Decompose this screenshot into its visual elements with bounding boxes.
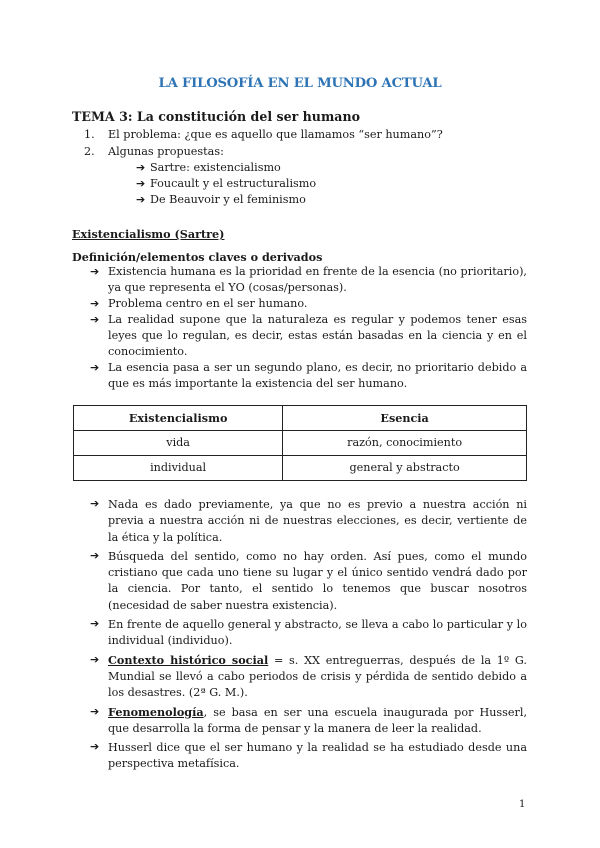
item-number: 1. [84,128,95,141]
proposal-text: Sartre: existencialismo [150,161,281,174]
arrow-right-icon: ➔ [136,161,146,174]
arrow-right-icon: ➔ [90,548,100,562]
numbered-list [84,127,443,161]
arrow-right-icon: ➔ [136,193,146,206]
arrow-right-icon: ➔ [136,177,146,190]
bullet-text: Búsqueda del sentido, como no hay orden. Así pues, como el mundo cristiano que cada uno tiene su lugar y el único sentido vendrá dado por la ciencia. Por tanto, el sentido lo tenemos que buscar nosotros (necesidad de saber nuestra existencia). [108,549,527,612]
arrow-right-icon: ➔ [90,617,100,631]
bullet-item [90,264,527,296]
table-cell: general y abstracto [283,456,527,481]
bullet-text: En frente de aquello general y abstracto, se lleva a cabo lo particular y lo individual (individuo). [108,618,527,648]
table-row [74,431,527,456]
arrow-right-icon: ➔ [90,497,100,510]
table-header-row [74,406,527,431]
bullet-text: La realidad supone que la naturaleza es regular y podemos tener esas leyes que lo regulan, es decir, estas están basadas en la ciencia y en el conocimiento. [108,313,527,358]
bullet-text: Nada es dado previamente, ya que no es previo a nuestra acción ni previa a nuestra acción ni de nuestras elecciones, es decir, vertiente de la ética y la política. [108,498,527,544]
bullet-item [90,360,527,392]
arrow-right-icon: ➔ [90,652,100,666]
document-title: LA FILOSOFÍA EN EL MUNDO ACTUAL [158,76,442,91]
table-cell: razón, conocimiento [283,431,527,456]
arrow-right-icon: ➔ [90,297,100,310]
bullet-bold: Fenomenología [108,704,204,719]
arrow-right-icon: ➔ [90,704,100,718]
item-number: 2. [84,145,95,158]
bullet-text: , se basa en ser una escuela inaugurada por Husserl, que desarrolla la forma de pensar y la manera de leer la realidad. [108,705,527,735]
arrow-right-icon: ➔ [90,740,100,754]
arrow-right-icon: ➔ [90,265,100,278]
existentialism-bullets [90,496,527,775]
table-header-cell: Esencia [283,406,527,431]
proposal-text: Foucault y el estructuralismo [150,177,317,190]
table-row [74,456,527,481]
definition-bullets [90,264,527,392]
bullet-item [90,739,527,773]
bullet-text: Husserl dice que el ser humano y la realidad se ha estudiado desde una perspectiva metafísica. [108,741,527,771]
section-heading: Existencialismo (Sartre) [72,227,225,241]
item-text: Algunas propuestas: [108,145,224,158]
bullet-text: Existencia humana es la prioridad en frente de la esencia (no prioritario), ya que representa el YO (cosas/personas). [108,265,527,294]
page-number: 1 [519,799,526,810]
arrow-right-icon: ➔ [90,313,100,326]
definition-heading: Definición/elementos claves o derivados [72,250,323,264]
numbered-item [84,127,443,144]
proposal-item [136,160,316,176]
table-header-cell: Existencialismo [74,406,283,431]
proposal-item [136,176,316,192]
proposals-list [136,160,316,208]
table-cell: vida [74,431,283,456]
bullet-item [90,652,527,702]
table-cell: individual [74,456,283,481]
bullet-item [90,616,527,650]
bullet-item [90,296,527,312]
bullet-item [90,496,527,546]
proposal-text: De Beauvoir y el feminismo [150,193,306,206]
comparison-table [73,405,527,481]
proposal-item [136,192,316,208]
bullet-item [90,704,527,738]
tema-heading: TEMA 3: La constitución del ser humano [72,109,361,124]
numbered-item [84,144,443,161]
item-text: El problema: ¿que es aquello que llamamos “ser humano”? [108,128,443,141]
bullet-text: = s. XX entreguerras, después de la 1º G. Mundial se llevó a cabo periodos de crisis y pérdida de sentido debido a los desastres. (2ª G. M.). [108,653,527,700]
bullet-text: La esencia pasa a ser un segundo plano, es decir, no prioritario debido a que es más importante la existencia del ser humano. [108,361,527,390]
bullet-item [90,312,527,360]
bullet-item [90,548,527,614]
arrow-right-icon: ➔ [90,361,100,374]
bullet-text: Problema centro en el ser humano. [108,297,308,310]
bullet-bold: Contexto histórico social [108,652,269,667]
